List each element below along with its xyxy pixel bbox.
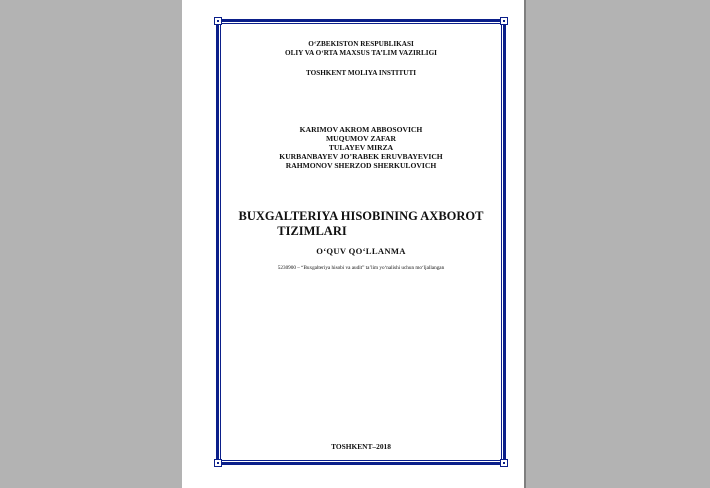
- header-institute: TOSHKENT MOLIYA INSTITUTI: [305, 69, 417, 77]
- author-5: RAHMONOV SHERZOD SHERKULOVICH: [285, 161, 437, 170]
- page-frame-inner: [220, 23, 502, 461]
- book-description: 5230900 – “Buxgalteriya hisobi va audit” ta’lim yo‘nalishi uchun mo‘ljallangan: [277, 265, 445, 271]
- author-2: MUQUMOV ZAFAR: [326, 134, 396, 143]
- author-4: KURBANBAYEV JO’RABEK ERUVBAYEVICH: [279, 152, 443, 161]
- frame-corner-ornament-bottom-left: [214, 459, 222, 467]
- header-republic: O‘ZBEKISTON RESPUBLIKASI: [308, 40, 414, 48]
- book-subtitle: O‘QUV QO‘LLANMA: [316, 246, 406, 256]
- author-1: KARIMOV AKROM ABBOSOVICH: [299, 125, 423, 134]
- frame-corner-ornament-bottom-right: [500, 459, 508, 467]
- book-title-line-2: TIZIMLARI: [277, 224, 347, 238]
- header-ministry: OLIY VA O‘RTA MAXSUS TA’LIM VAZIRLIGI: [285, 49, 437, 57]
- city-year: TOSHKENT–2018: [331, 442, 391, 451]
- book-title-line-1: BUXGALTERIYA HISOBINING AXBOROT: [238, 209, 484, 223]
- document-page: [182, 0, 526, 488]
- frame-corner-ornament-top-left: [214, 17, 222, 25]
- frame-corner-ornament-top-right: [500, 17, 508, 25]
- author-3: TULAYEV MIRZA: [328, 143, 394, 152]
